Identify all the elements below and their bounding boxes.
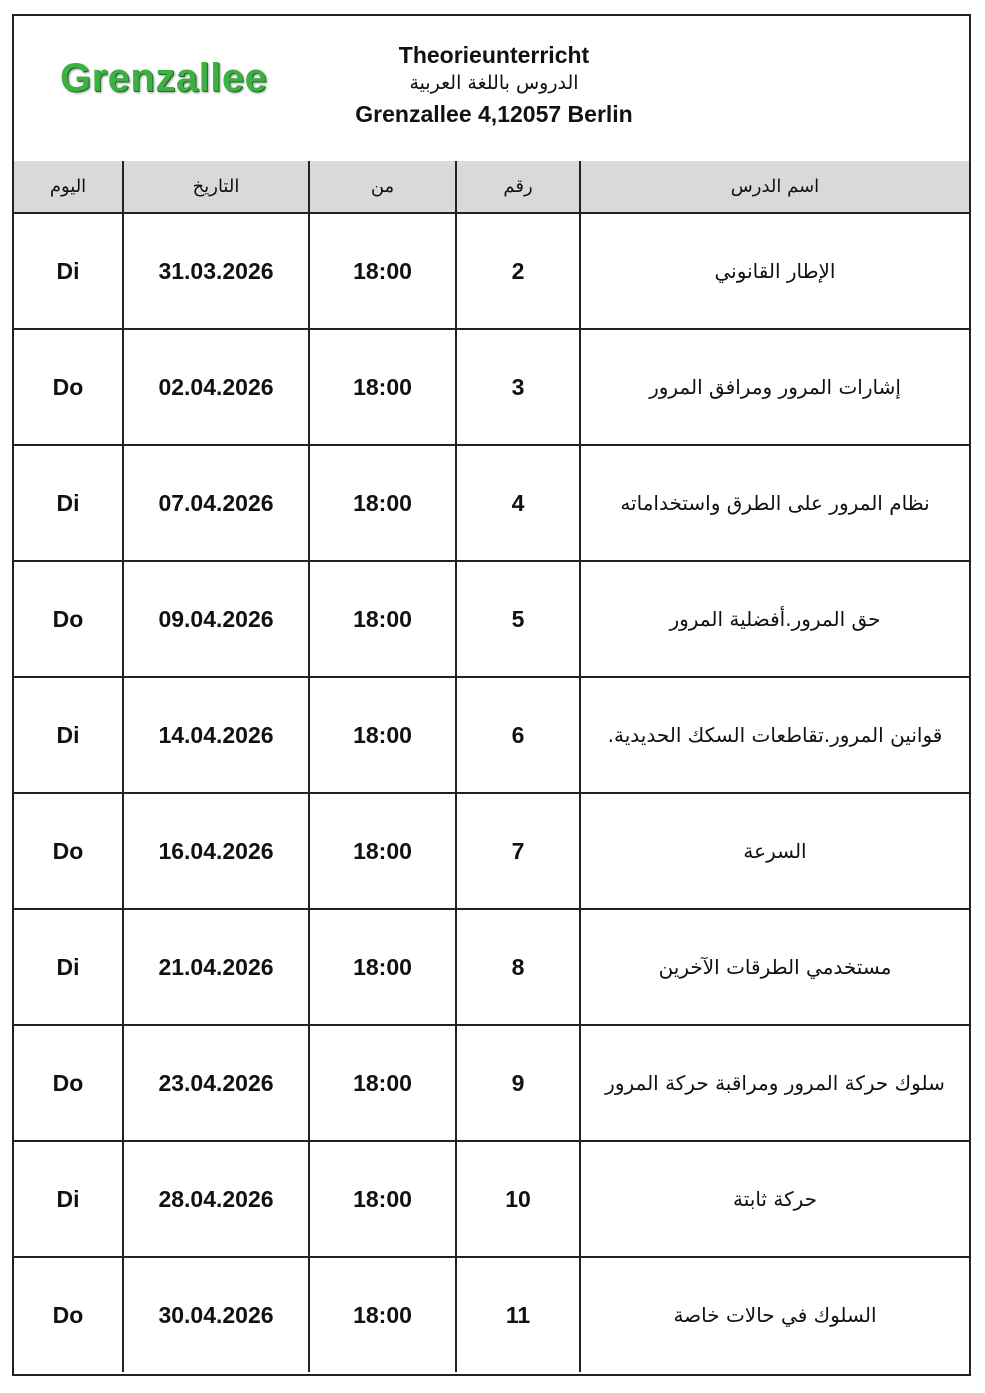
day-cell: Do — [14, 1257, 123, 1372]
date-cell: 28.04.2026 — [123, 1141, 309, 1257]
column-header-date: التاريخ — [123, 161, 309, 213]
number-cell: 10 — [456, 1141, 580, 1257]
number-cell: 9 — [456, 1025, 580, 1141]
table-row — [14, 561, 969, 677]
document-title: Theorieunterricht — [398, 42, 590, 68]
time-cell: 18:00 — [309, 213, 456, 329]
number-cell: 11 — [456, 1257, 580, 1372]
lesson-cell: السرعة — [580, 793, 969, 909]
table-row — [14, 213, 969, 329]
lesson-cell: مستخدمي الطرقات الآخرين — [580, 909, 969, 1025]
lesson-cell: حركة ثابتة — [580, 1141, 969, 1257]
day-cell: Di — [14, 677, 123, 793]
number-cell: 5 — [456, 561, 580, 677]
lesson-cell: سلوك حركة المرور ومراقبة حركة المرور — [580, 1025, 969, 1141]
lesson-cell: إشارات المرور ومرافق المرور — [580, 329, 969, 445]
day-cell: Do — [14, 1025, 123, 1141]
lesson-cell: الإطار القانوني — [580, 213, 969, 329]
document-header — [14, 16, 969, 163]
table-row — [14, 445, 969, 561]
lesson-schedule-table — [14, 161, 969, 1372]
table-row — [14, 329, 969, 445]
day-cell: Do — [14, 561, 123, 677]
table-row — [14, 1257, 969, 1372]
table-row — [14, 1025, 969, 1141]
time-cell: 18:00 — [309, 445, 456, 561]
table-row — [14, 909, 969, 1025]
address: Grenzallee 4,12057 Berlin — [355, 101, 633, 127]
time-cell: 18:00 — [309, 561, 456, 677]
number-cell: 8 — [456, 909, 580, 1025]
number-cell: 2 — [456, 213, 580, 329]
day-cell: Di — [14, 445, 123, 561]
lesson-cell: قوانين المرور.تقاطعات السكك الحديدية. — [580, 677, 969, 793]
date-cell: 09.04.2026 — [123, 561, 309, 677]
schedule-sheet — [12, 14, 971, 1376]
lesson-cell: السلوك في حالات خاصة — [580, 1257, 969, 1372]
column-header-lesson: اسم الدرس — [580, 161, 969, 213]
day-cell: Do — [14, 793, 123, 909]
lesson-cell: حق المرور.أفضلية المرور — [580, 561, 969, 677]
time-cell: 18:00 — [309, 677, 456, 793]
number-cell: 3 — [456, 329, 580, 445]
date-cell: 16.04.2026 — [123, 793, 309, 909]
column-header-day: اليوم — [14, 161, 123, 213]
table-header-row — [14, 161, 969, 213]
date-cell: 14.04.2026 — [123, 677, 309, 793]
time-cell: 18:00 — [309, 909, 456, 1025]
number-cell: 6 — [456, 677, 580, 793]
time-cell: 18:00 — [309, 1141, 456, 1257]
date-cell: 30.04.2026 — [123, 1257, 309, 1372]
title-block — [294, 40, 694, 132]
time-cell: 18:00 — [309, 329, 456, 445]
day-cell: Do — [14, 329, 123, 445]
date-cell: 21.04.2026 — [123, 909, 309, 1025]
date-cell: 23.04.2026 — [123, 1025, 309, 1141]
document-subtitle: الدروس باللغة العربية — [409, 72, 579, 94]
company-logo: Grenzallee — [60, 56, 268, 100]
date-cell: 07.04.2026 — [123, 445, 309, 561]
time-cell: 18:00 — [309, 793, 456, 909]
date-cell: 31.03.2026 — [123, 213, 309, 329]
day-cell: Di — [14, 909, 123, 1025]
time-cell: 18:00 — [309, 1257, 456, 1372]
date-cell: 02.04.2026 — [123, 329, 309, 445]
column-header-from: من — [309, 161, 456, 213]
table-row — [14, 677, 969, 793]
time-cell: 18:00 — [309, 1025, 456, 1141]
number-cell: 4 — [456, 445, 580, 561]
number-cell: 7 — [456, 793, 580, 909]
table-row — [14, 793, 969, 909]
day-cell: Di — [14, 213, 123, 329]
table-row — [14, 1141, 969, 1257]
day-cell: Di — [14, 1141, 123, 1257]
lesson-cell: نظام المرور على الطرق واستخداماته — [580, 445, 969, 561]
column-header-number: رقم — [456, 161, 580, 213]
